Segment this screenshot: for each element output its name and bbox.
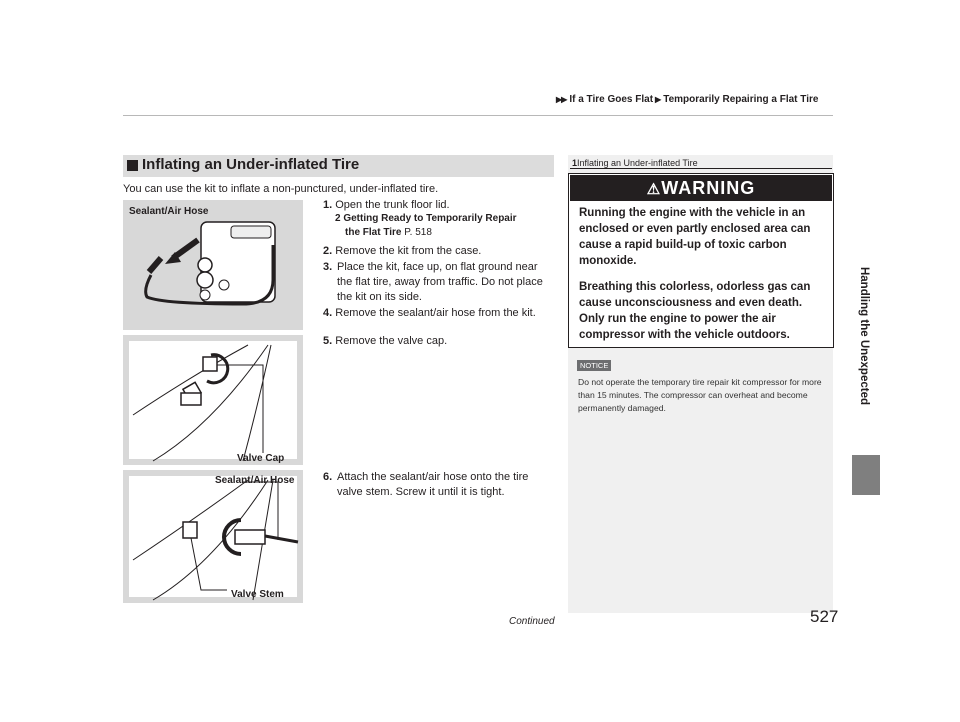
section-heading bbox=[123, 155, 554, 177]
step-text: Place the kit, face up, on flat ground near the flat tire, away from traffic. Do not place the kit on its side. bbox=[337, 261, 543, 303]
reference-page: P. 518 bbox=[404, 227, 432, 238]
warning-text bbox=[579, 205, 829, 353]
sidebar-title bbox=[572, 158, 698, 168]
warning-triangle-icon: ⚠ bbox=[646, 181, 662, 198]
step-text: Remove the kit from the case. bbox=[335, 245, 482, 257]
step-3 bbox=[323, 260, 555, 305]
side-tab bbox=[856, 230, 872, 450]
sidebar-title-text: Inflating an Under-inflated Tire bbox=[577, 158, 698, 168]
figure-repair-kit bbox=[123, 200, 303, 330]
reference-arrow-icon: 2 bbox=[335, 213, 341, 224]
warning-paragraph-1: Running the engine with the vehicle in an enclosed or even partly enclosed area can cause a rapid build-up of toxic carbon monoxide. bbox=[579, 207, 811, 267]
valve-cap-illustration bbox=[123, 335, 303, 465]
breadcrumb-item-flat-tire[interactable]: If a Tire Goes Flat bbox=[569, 94, 654, 105]
step-text: Open the trunk floor lid. bbox=[335, 199, 450, 211]
step-text: Remove the valve cap. bbox=[335, 335, 448, 347]
breadcrumb-item-temp-repair[interactable]: Temporarily Repairing a Flat Tire bbox=[663, 94, 819, 105]
warning-paragraph-2: Breathing this colorless, odorless gas can cause unconsciousness and even death. Only run the engine to power the air compressor with the vehicle outdoors. bbox=[579, 281, 811, 341]
step-number: 5. bbox=[323, 335, 333, 347]
side-tab-marker bbox=[852, 455, 880, 495]
hose-label-2: Sealant/Air Hose bbox=[215, 475, 295, 486]
valve-cap-label: Valve Cap bbox=[237, 453, 285, 464]
step-number: 2. bbox=[323, 245, 333, 257]
step-5 bbox=[323, 334, 555, 349]
double-arrow-icon: ▶▶ bbox=[556, 95, 567, 104]
warning-header bbox=[570, 175, 832, 201]
warning-label: WARNING bbox=[661, 178, 756, 198]
page-number: 527 bbox=[810, 607, 839, 626]
cross-reference[interactable] bbox=[335, 212, 555, 240]
header-divider bbox=[123, 115, 833, 116]
step-number: 6. bbox=[323, 471, 333, 483]
step-number: 3. bbox=[323, 261, 333, 273]
step-text: Remove the sealant/air hose from the kit. bbox=[335, 307, 536, 319]
step-text: Attach the sealant/air hose onto the tire valve stem. Screw it until it is tight. bbox=[337, 471, 529, 498]
step-1 bbox=[323, 198, 553, 213]
section-title: Inflating an Under-inflated Tire bbox=[142, 156, 360, 173]
square-bullet-icon bbox=[127, 160, 138, 171]
notice-badge: NOTICE bbox=[577, 360, 611, 371]
side-tab-label: Handling the Unexpected bbox=[858, 266, 870, 406]
arrow-icon: ▶ bbox=[655, 95, 662, 104]
sidebar-divider bbox=[570, 168, 832, 169]
valve-stem-label: Valve Stem bbox=[231, 589, 284, 600]
hose-attach-illustration bbox=[123, 470, 303, 603]
figure-hose-attach bbox=[123, 470, 303, 603]
reference-title-line2: the Flat Tire bbox=[345, 227, 402, 238]
figure-valve-cap bbox=[123, 335, 303, 465]
notice-text: Do not operate the temporary tire repair kit compressor for more than 15 minutes. The compressor can overheat and become permanently damaged. bbox=[578, 377, 822, 413]
step-number: 1. bbox=[323, 199, 333, 211]
step-number: 4. bbox=[323, 307, 333, 319]
breadcrumb bbox=[556, 94, 818, 105]
repair-kit-illustration bbox=[123, 200, 303, 330]
hose-label: Sealant/Air Hose bbox=[129, 206, 209, 217]
step-2 bbox=[323, 244, 553, 259]
step-6 bbox=[323, 470, 555, 500]
intro-text: You can use the kit to inflate a non-punctured, under-inflated tire. bbox=[123, 183, 439, 195]
continued-label: Continued bbox=[509, 616, 555, 627]
reference-title-line1: Getting Ready to Temporarily Repair bbox=[343, 213, 517, 224]
reference-icon: 1 bbox=[572, 158, 578, 168]
step-4 bbox=[323, 306, 555, 321]
